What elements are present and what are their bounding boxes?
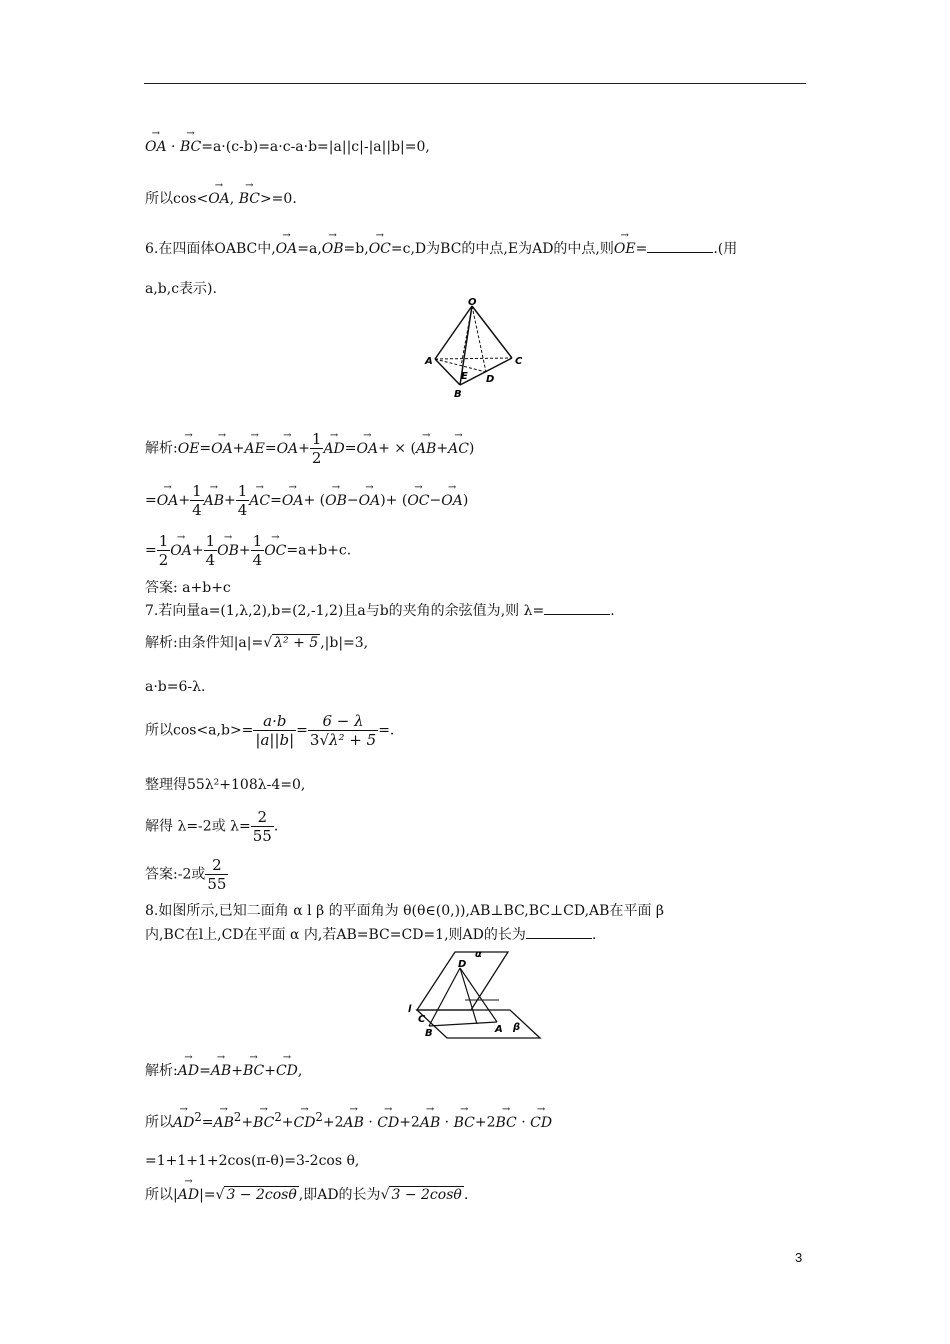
label-B2: B: [425, 1028, 433, 1039]
label-l: l: [408, 1004, 412, 1015]
page-number: 3: [795, 1250, 803, 1265]
label-E: E: [461, 371, 468, 382]
question-7: 7.若向量a=(1,λ,2),b=(2,-1,2)且a与b的夹角的余弦值为,则 λ= .: [145, 603, 615, 619]
question-6-cont: a,b,c表示).: [145, 281, 217, 297]
solution-8-line-2: 所以→ $AD^2=\to AB^2+\to BC^2+\to CD^2+2\to$ AB · → CD+2→ AB · → BC+2→ BC · → CD: [145, 1108, 552, 1132]
dihedral-figure: [405, 944, 545, 1044]
text-line: → OA · → BC=a·(c-b)=a·c-a·b=|a||c|-|a||b|=0,: [145, 138, 430, 156]
header-rule: [144, 83, 806, 84]
label-C2: C: [418, 1014, 426, 1025]
solution-7-line-4: 整理得55λ²+108λ-4=0,: [145, 777, 306, 793]
tetrahedron-figure: [420, 296, 530, 402]
solution-6-line-1: 解析:→ OE=→ OA+→ AE=→ OA+ $\frac{1}{2}$ → AD=→ OA+ × (→ AB+→ AC): [145, 430, 474, 467]
solution-8-line-3: =1+1+1+2cos(π-θ)=3-2cos θ,: [145, 1153, 360, 1169]
solution-7-line-3: 所以cos<a,b>= $\frac{a\cdot b}{|a||b|}$ = $\frac{6 - \lambda}{\text{3√λ² + 5}}$ =.: [145, 712, 395, 749]
question-8-line-2: 内,BC在l上,CD在平面 α 内,若AB=BC=CD=1,则AD的长为 .: [145, 927, 597, 943]
label-A2: A: [495, 1024, 503, 1035]
label-D: D: [486, 374, 495, 385]
question-8-line-1: 8.如图所示,已知二面角 α l β 的平面角为 θ(θ∈(0,)),AB⊥BC,BC⊥CD,AB在平面 β: [145, 903, 664, 919]
solution-8-line-1: 解析:→ AD=→ AB+→ BC+→ CD,: [145, 1062, 302, 1080]
label-A: A: [425, 356, 433, 367]
answer-6: 答案: a+b+c: [145, 580, 231, 596]
solution-7-line-2: a·b=6-λ.: [145, 679, 206, 695]
label-alpha: α: [475, 949, 482, 960]
label-O: O: [468, 297, 477, 308]
solution-7-line-1: 解析:由条件知|a|=√ λ² + 5 ,|b|=3,: [145, 635, 369, 651]
label-C: C: [515, 356, 523, 367]
solution-6-line-3: = $\frac{1}{2}$ → OA+ $\frac{1}{4}$ → OB+ $\frac{1}{4}$ → OC=a+b+c.: [145, 532, 351, 569]
label-D2: D: [458, 959, 467, 970]
text-line: 所以cos<→ OA, → BC>=0.: [145, 190, 297, 208]
label-B: B: [454, 389, 462, 400]
answer-7: 答案:-2或 $\frac{2}{55}$: [145, 856, 227, 893]
label-beta: β: [513, 1022, 521, 1033]
solution-6-line-2: =→ OA+ $\frac{1}{4}$ → AB+ $\frac{1}{4}$ → AC=→ OA+ (→ OB−→ OA)+ (→ OC−→ OA): [145, 482, 468, 519]
solution-8-line-4: 所以|→ AD|=√ 3 − 2cosθ ,即AD的长为√ 3 − 2cosθ .: [145, 1186, 468, 1204]
question-6: 6.在四面体OABC中,→ OA=a,→ OB=b,→ OC=c,D为BC的中点,E为AD的中点,则→ OE= .(用: [145, 240, 737, 258]
solution-7-line-5: 解得 λ=-2或 λ= $\frac{2}{55}$ .: [145, 808, 279, 845]
